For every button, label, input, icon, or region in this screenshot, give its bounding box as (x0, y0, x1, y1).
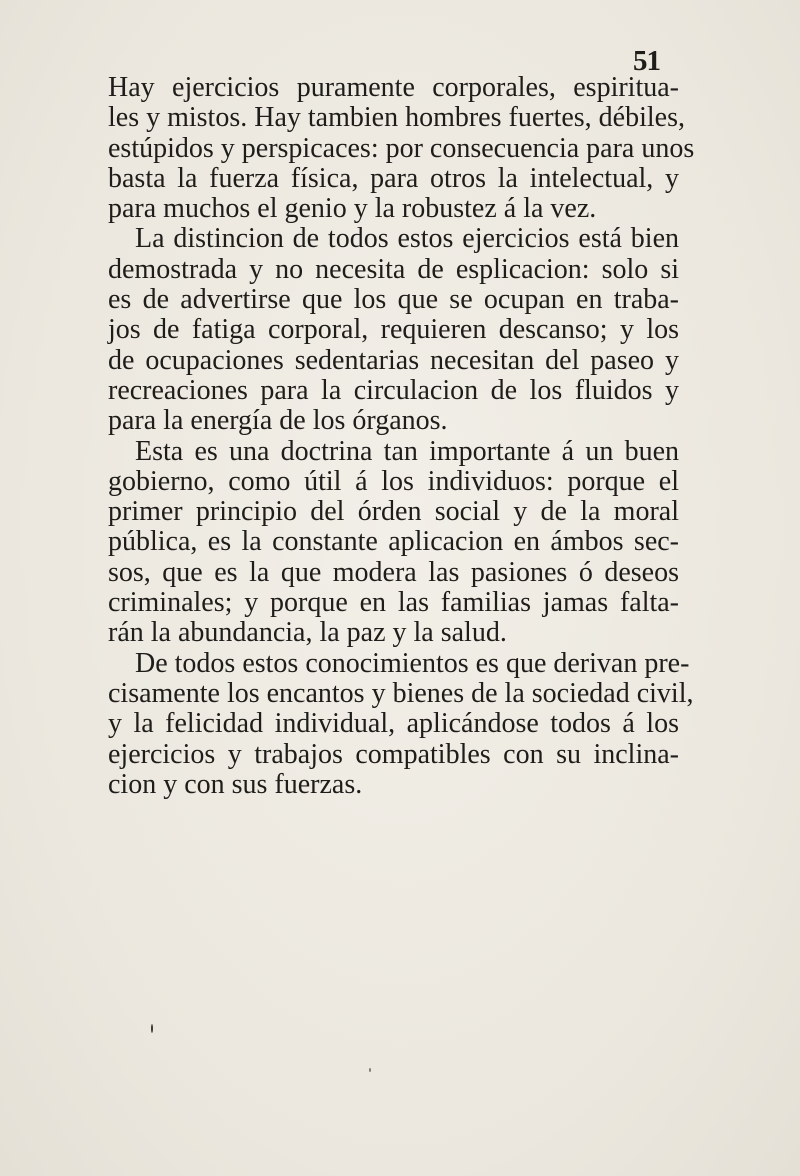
text-line: recreaciones para la circulacion de los fluidos y (108, 374, 679, 406)
text-line: pública, es la constante aplicacion en ámbos sec- (108, 526, 679, 558)
text-line: cion y con sus fuerzas. (108, 768, 363, 800)
text-line: Esta es una doctrina tan importante á un buen (135, 435, 679, 467)
text-line: sos, que es la que modera las pasiones ó deseos (108, 556, 679, 588)
page-number: 51 (633, 45, 660, 77)
text-line: rán la abundancia, la paz y la salud. (108, 617, 507, 649)
text-line: ejercicios y trabajos compatibles con su inclina- (108, 738, 679, 770)
text-line: para muchos el genio y la robustez á la vez. (108, 193, 597, 225)
paper-speck (151, 1024, 153, 1033)
text-line: primer principio del órden social y de la moral (108, 496, 679, 528)
paper-speck (369, 1068, 371, 1072)
text-line: La distincion de todos estos ejercicios está bien (135, 223, 679, 255)
text-line: les y mistos. Hay tambien hombres fuertes, débiles, (108, 102, 685, 134)
text-line: criminales; y porque en las familias jamas falta- (108, 587, 679, 619)
text-line: es de advertirse que los que se ocupan en traba- (108, 284, 679, 316)
text-line: basta la fuerza física, para otros la intelectual, y (108, 162, 679, 194)
text-line: cisamente los encantos y bienes de la sociedad civil, (108, 677, 694, 709)
body-text (108, 72, 695, 800)
text-line: Hay ejercicios puramente corporales, espiritua- (108, 72, 679, 103)
text-line: estúpidos y perspicaces: por consecuencia para unos (108, 132, 695, 164)
text-line: de ocupaciones sedentarias necesitan del paseo y (108, 344, 679, 376)
text-line: y la felicidad individual, aplicándose todos á los (108, 708, 679, 740)
text-line: para la energía de los órganos. (108, 405, 448, 437)
text-line: gobierno, como útil á los individuos: porque el (108, 465, 679, 497)
text-line: De todos estos conocimientos es que derivan pre- (135, 647, 690, 679)
text-line: demostrada y no necesita de esplicacion: solo si (108, 253, 679, 285)
text-line: jos de fatiga corporal, requieren descanso; y los (108, 314, 679, 346)
